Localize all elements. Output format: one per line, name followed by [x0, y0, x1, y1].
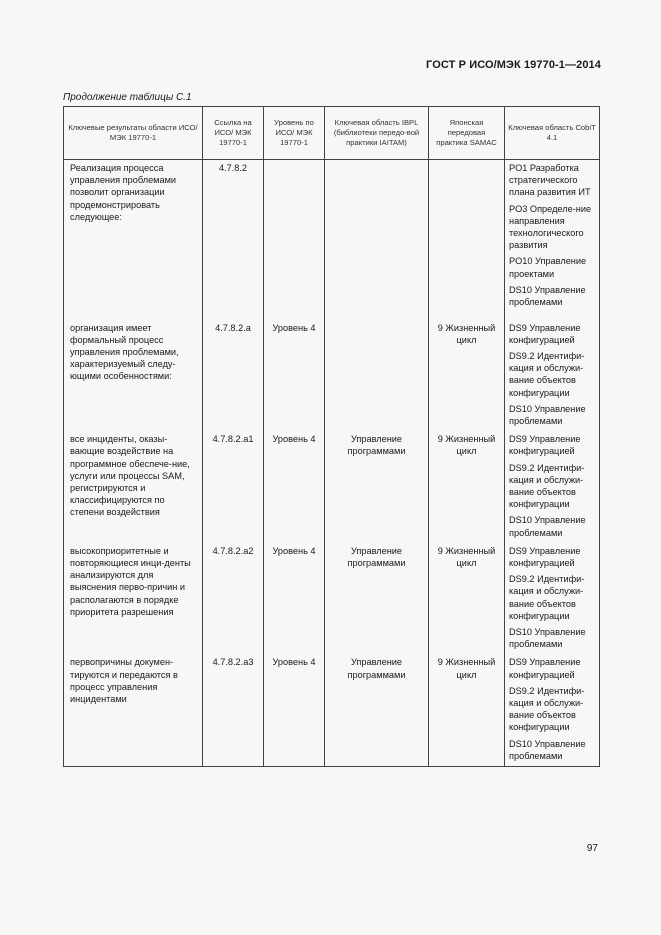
cobit-item: DS9.2 Идентифи-кация и обслужи-вание объектов конфигурации: [509, 462, 585, 510]
mapping-table: [63, 106, 600, 767]
cobit-cell: [505, 320, 600, 432]
level-cell: Уровень 4: [264, 320, 325, 432]
level-cell: [264, 160, 325, 320]
level-cell: Уровень 4: [264, 654, 325, 766]
reference-cell: 4.7.8.2: [203, 160, 264, 320]
ibpl-cell: [325, 160, 429, 320]
cobit-item: DS9.2 Идентифи-кация и обслужи-вание объектов конфигурации: [509, 685, 585, 733]
result-cell: все инциденты, оказы-вающие воздействие на программное обеспече-ние, услуги или процессы SAM, регистрируются и классифицируются по степени воздействия: [64, 431, 203, 543]
ibpl-cell: Управление программами: [325, 543, 429, 655]
reference-cell: 4.7.8.2.a3: [203, 654, 264, 766]
column-header-level: Уровень по ИСО/ МЭК 19770-1: [264, 107, 325, 160]
cobit-cell: [505, 543, 600, 655]
ibpl-cell: Управление программами: [325, 654, 429, 766]
level-cell: Уровень 4: [264, 431, 325, 543]
samac-cell: 9 Жизненный цикл: [429, 654, 505, 766]
cobit-cell: [505, 160, 600, 320]
reference-cell: 4.7.8.2.a: [203, 320, 264, 432]
cobit-item: DS9 Управление конфигурацией: [509, 545, 581, 568]
table-row: [64, 431, 600, 543]
reference-cell: 4.7.8.2.a1: [203, 431, 264, 543]
column-header-ibpl: Ключевая область IBPL (библиотеки передо-вой практики IAITAM): [325, 107, 429, 160]
table-caption: Продолжение таблицы С.1: [63, 92, 192, 103]
cobit-item: DS10 Управление проблемами: [509, 626, 586, 650]
column-header-cobit: Ключевая область CobiT 4.1: [505, 107, 600, 160]
cobit-item: DS10 Управление проблемами: [509, 738, 586, 761]
cobit-item: PO3 Определе-ние направления технологического развития: [509, 203, 592, 251]
document-header: ГОСТ Р ИСО/МЭК 19770-1—2014: [426, 59, 601, 71]
samac-cell: 9 Жизненный цикл: [429, 431, 505, 543]
samac-cell: 9 Жизненный цикл: [429, 320, 505, 432]
table-header-row: [64, 107, 600, 160]
reference-cell: 4.7.8.2.a2: [203, 543, 264, 655]
cobit-item: DS9.2 Идентифи-кация и обслужи-вание объектов конфигурации: [509, 350, 585, 398]
page-number: 97: [586, 843, 598, 854]
column-header-reference: Ссылка на ИСО/ МЭК 19770-1: [203, 107, 264, 160]
cobit-item: DS10 Управление проблемами: [509, 403, 586, 426]
cobit-item: DS9 Управление конфигурацией: [509, 434, 581, 457]
column-header-results: Ключевые результаты области ИСО/МЭК 19770-1: [64, 107, 203, 160]
cobit-item: DS10 Управление проблемами: [509, 284, 586, 308]
ibpl-cell: Управление программами: [325, 431, 429, 543]
cobit-item: DS9 Управление конфигурацией: [509, 322, 581, 345]
result-cell: Реализация процесса управления проблемами позволит организации продемонстрировать следующее:: [64, 160, 203, 320]
ibpl-cell: [325, 320, 429, 432]
level-cell: Уровень 4: [264, 543, 325, 655]
cobit-item: DS9 Управление конфигурацией: [509, 657, 581, 680]
column-header-samac: Японская передовая практика SAMAC: [429, 107, 505, 160]
cobit-item: PO1 Разработка стратегического плана развития ИТ: [509, 163, 591, 198]
table-row: [64, 543, 600, 655]
samac-cell: 9 Жизненный цикл: [429, 543, 505, 655]
cobit-cell: [505, 431, 600, 543]
table-row: [64, 160, 600, 320]
cobit-cell: [505, 654, 600, 766]
cobit-item: DS10 Управление проблемами: [509, 515, 586, 538]
table-row: [64, 320, 600, 432]
cobit-item: DS9.2 Идентифи-кация и обслужи-вание объектов конфигурации: [509, 574, 585, 621]
result-cell: организация имеет формальный процесс управления проблемами, характеризуемый следу-ющими особенностями:: [64, 320, 203, 432]
result-cell: первопричины докумен-тируются и передаются в процесс управления инцидентами: [64, 654, 203, 766]
samac-cell: [429, 160, 505, 320]
table-row: [64, 654, 600, 766]
result-cell: высокоприоритетные и повторяющиеся инци-денты анализируются для выяснения перво-причин и располагаются в порядке приоритета разрешения: [64, 543, 203, 655]
cobit-item: PO10 Управление проектами: [509, 256, 587, 279]
